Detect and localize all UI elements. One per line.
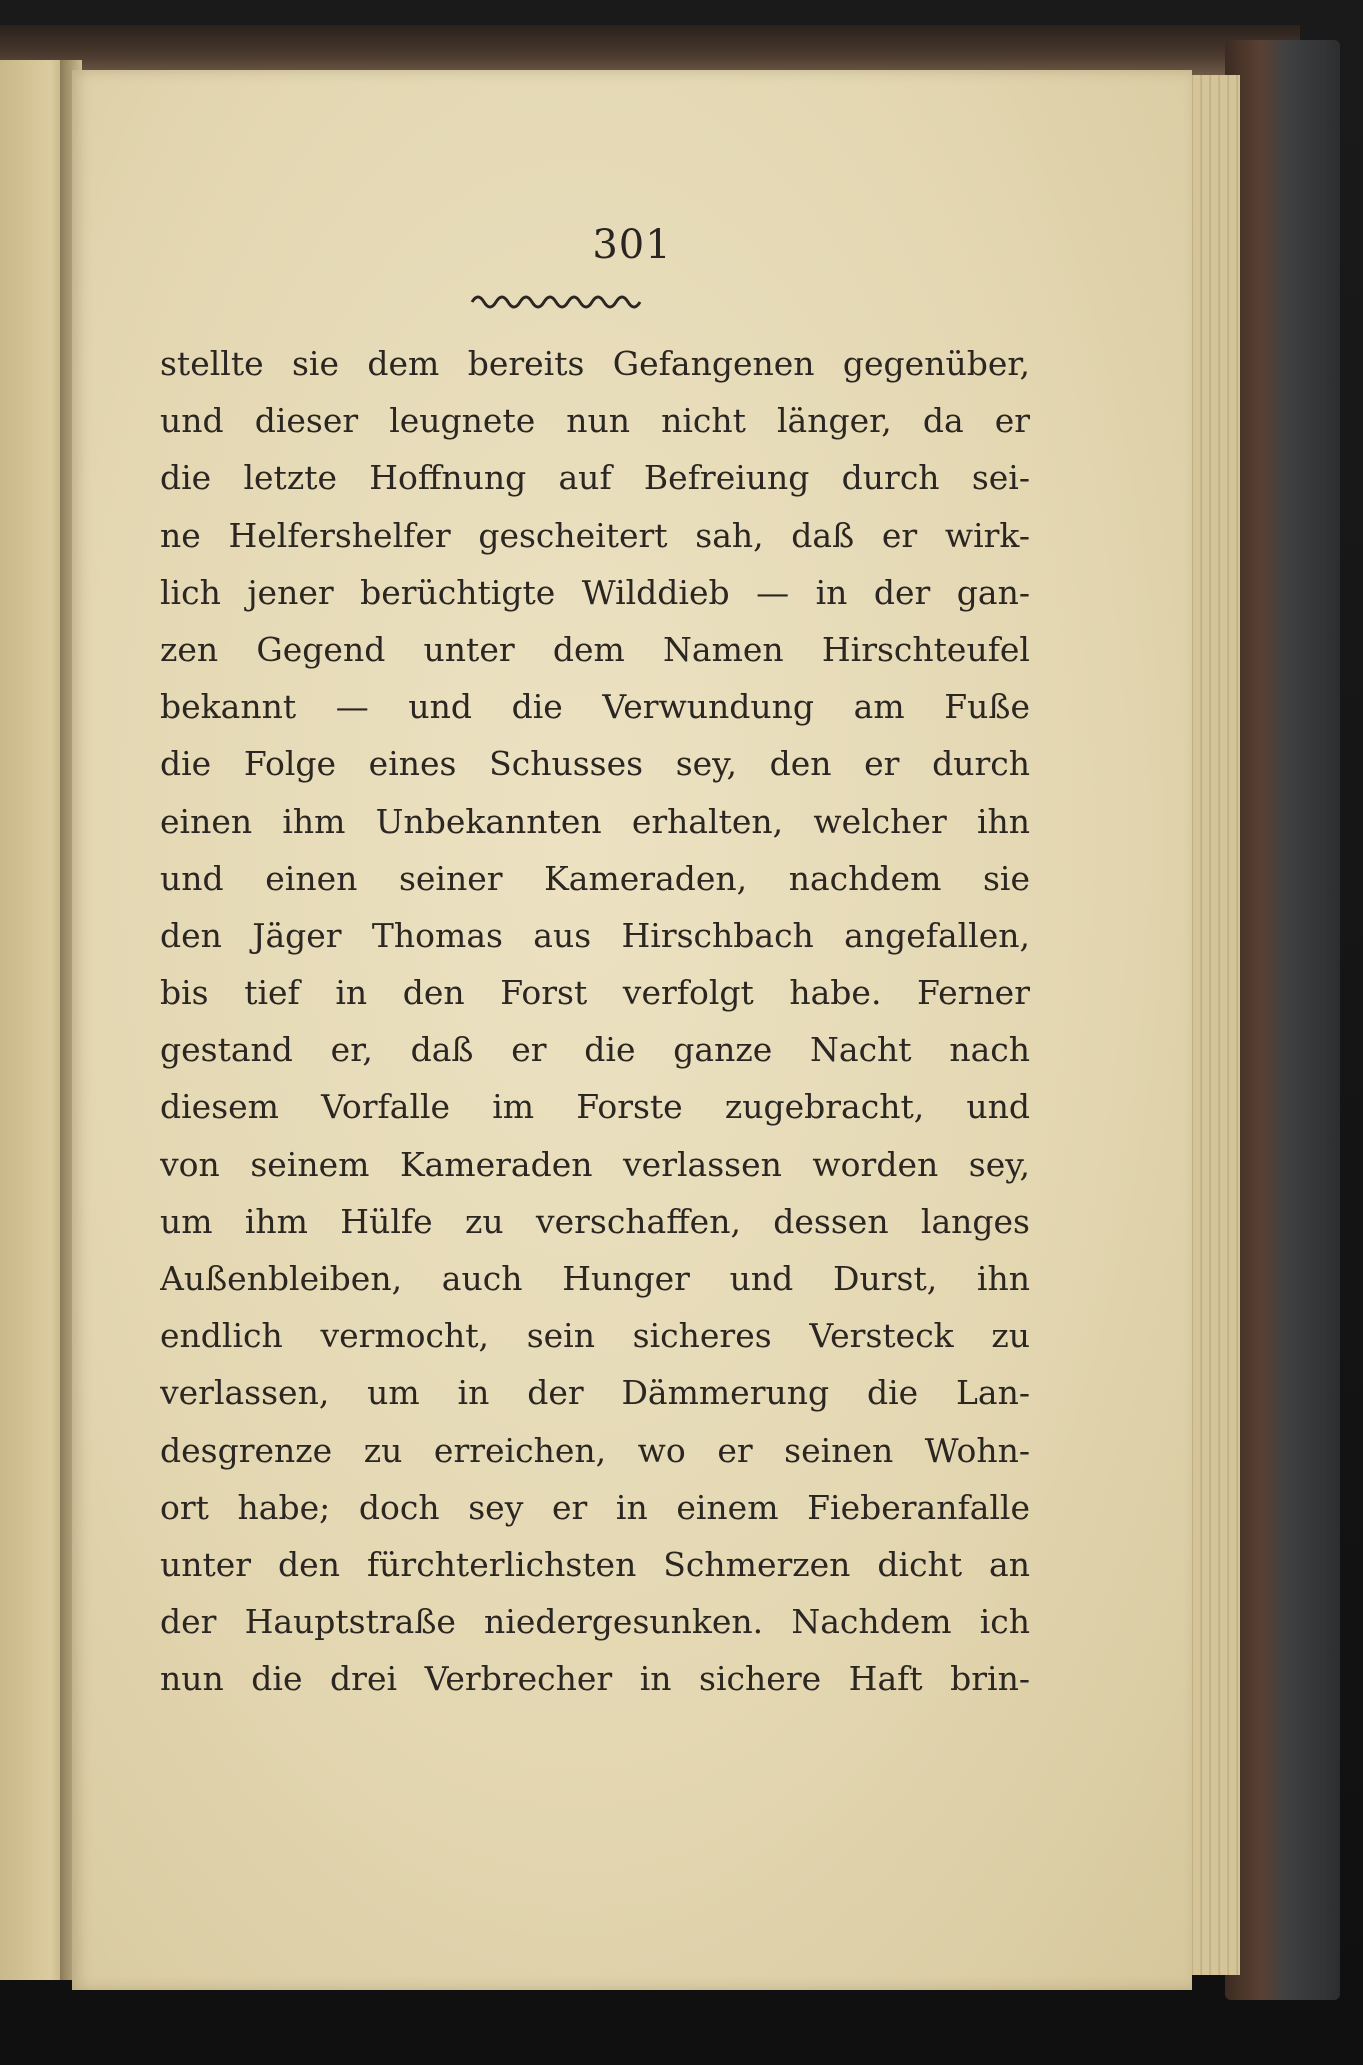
text-line: ne Helfershelfer gescheitert sah, daß er wirk- xyxy=(160,515,1030,555)
page-number: 301 xyxy=(592,222,672,268)
wavy-ornament-icon xyxy=(470,288,646,310)
text-line: desgrenze zu erreichen, wo er seinen Wohn- xyxy=(160,1430,1030,1470)
text-line: der Hauptstraße niedergesunken. Nachdem ich xyxy=(160,1602,1030,1642)
text-line: und dieser leugnete nun nicht länger, da er xyxy=(160,401,1030,441)
text-line: Außenbleiben, auch Hunger und Durst, ihn xyxy=(160,1259,1030,1298)
text-line: einen ihm Unbekannten erhalten, welcher ihn xyxy=(160,801,1030,841)
book-page xyxy=(72,70,1192,1990)
text-line: unter den fürchterlichsten Schmerzen dicht an xyxy=(160,1544,1030,1584)
text-line: die letzte Hoffnung auf Befreiung durch sei- xyxy=(160,458,1030,498)
text-line: und einen seiner Kameraden, nachdem sie xyxy=(160,858,1030,898)
text-line: zen Gegend unter dem Namen Hirschteufel xyxy=(160,629,1030,669)
text-line: von seinem Kameraden verlassen worden sey, xyxy=(160,1144,1030,1184)
text-line: die Folge eines Schusses sey, den er durch xyxy=(160,744,1030,784)
text-line: nun die drei Verbrecher in sichere Haft brin- xyxy=(160,1659,1030,1699)
page-text xyxy=(160,335,1030,1708)
text-line: den Jäger Thomas aus Hirschbach angefallen, xyxy=(160,915,1030,955)
text-line: bekannt — und die Verwundung am Fuße xyxy=(160,687,1030,727)
text-line: lich jener berüchtigte Wilddieb — in der gan- xyxy=(160,572,1030,612)
page-stack-edge xyxy=(1185,75,1240,1975)
text-line: verlassen, um in der Dämmerung die Lan- xyxy=(160,1373,1030,1413)
text-line: bis tief in den Forst verfolgt habe. Ferner xyxy=(160,973,1030,1013)
text-line: endlich vermocht, sein sicheres Versteck zu xyxy=(160,1316,1030,1356)
text-line: ort habe; doch sey er in einem Fieberanfalle xyxy=(160,1487,1030,1527)
book-cover-top xyxy=(0,25,1300,75)
text-line: stellte sie dem bereits Gefangenen gegenüber, xyxy=(160,344,1030,383)
book-cover-edge xyxy=(1225,40,1340,2000)
text-line: gestand er, daß er die ganze Nacht nach xyxy=(160,1030,1030,1070)
text-line: diesem Vorfalle im Forste zugebracht, und xyxy=(160,1087,1030,1127)
text-line: um ihm Hülfe zu verschaffen, dessen langes xyxy=(160,1201,1030,1241)
